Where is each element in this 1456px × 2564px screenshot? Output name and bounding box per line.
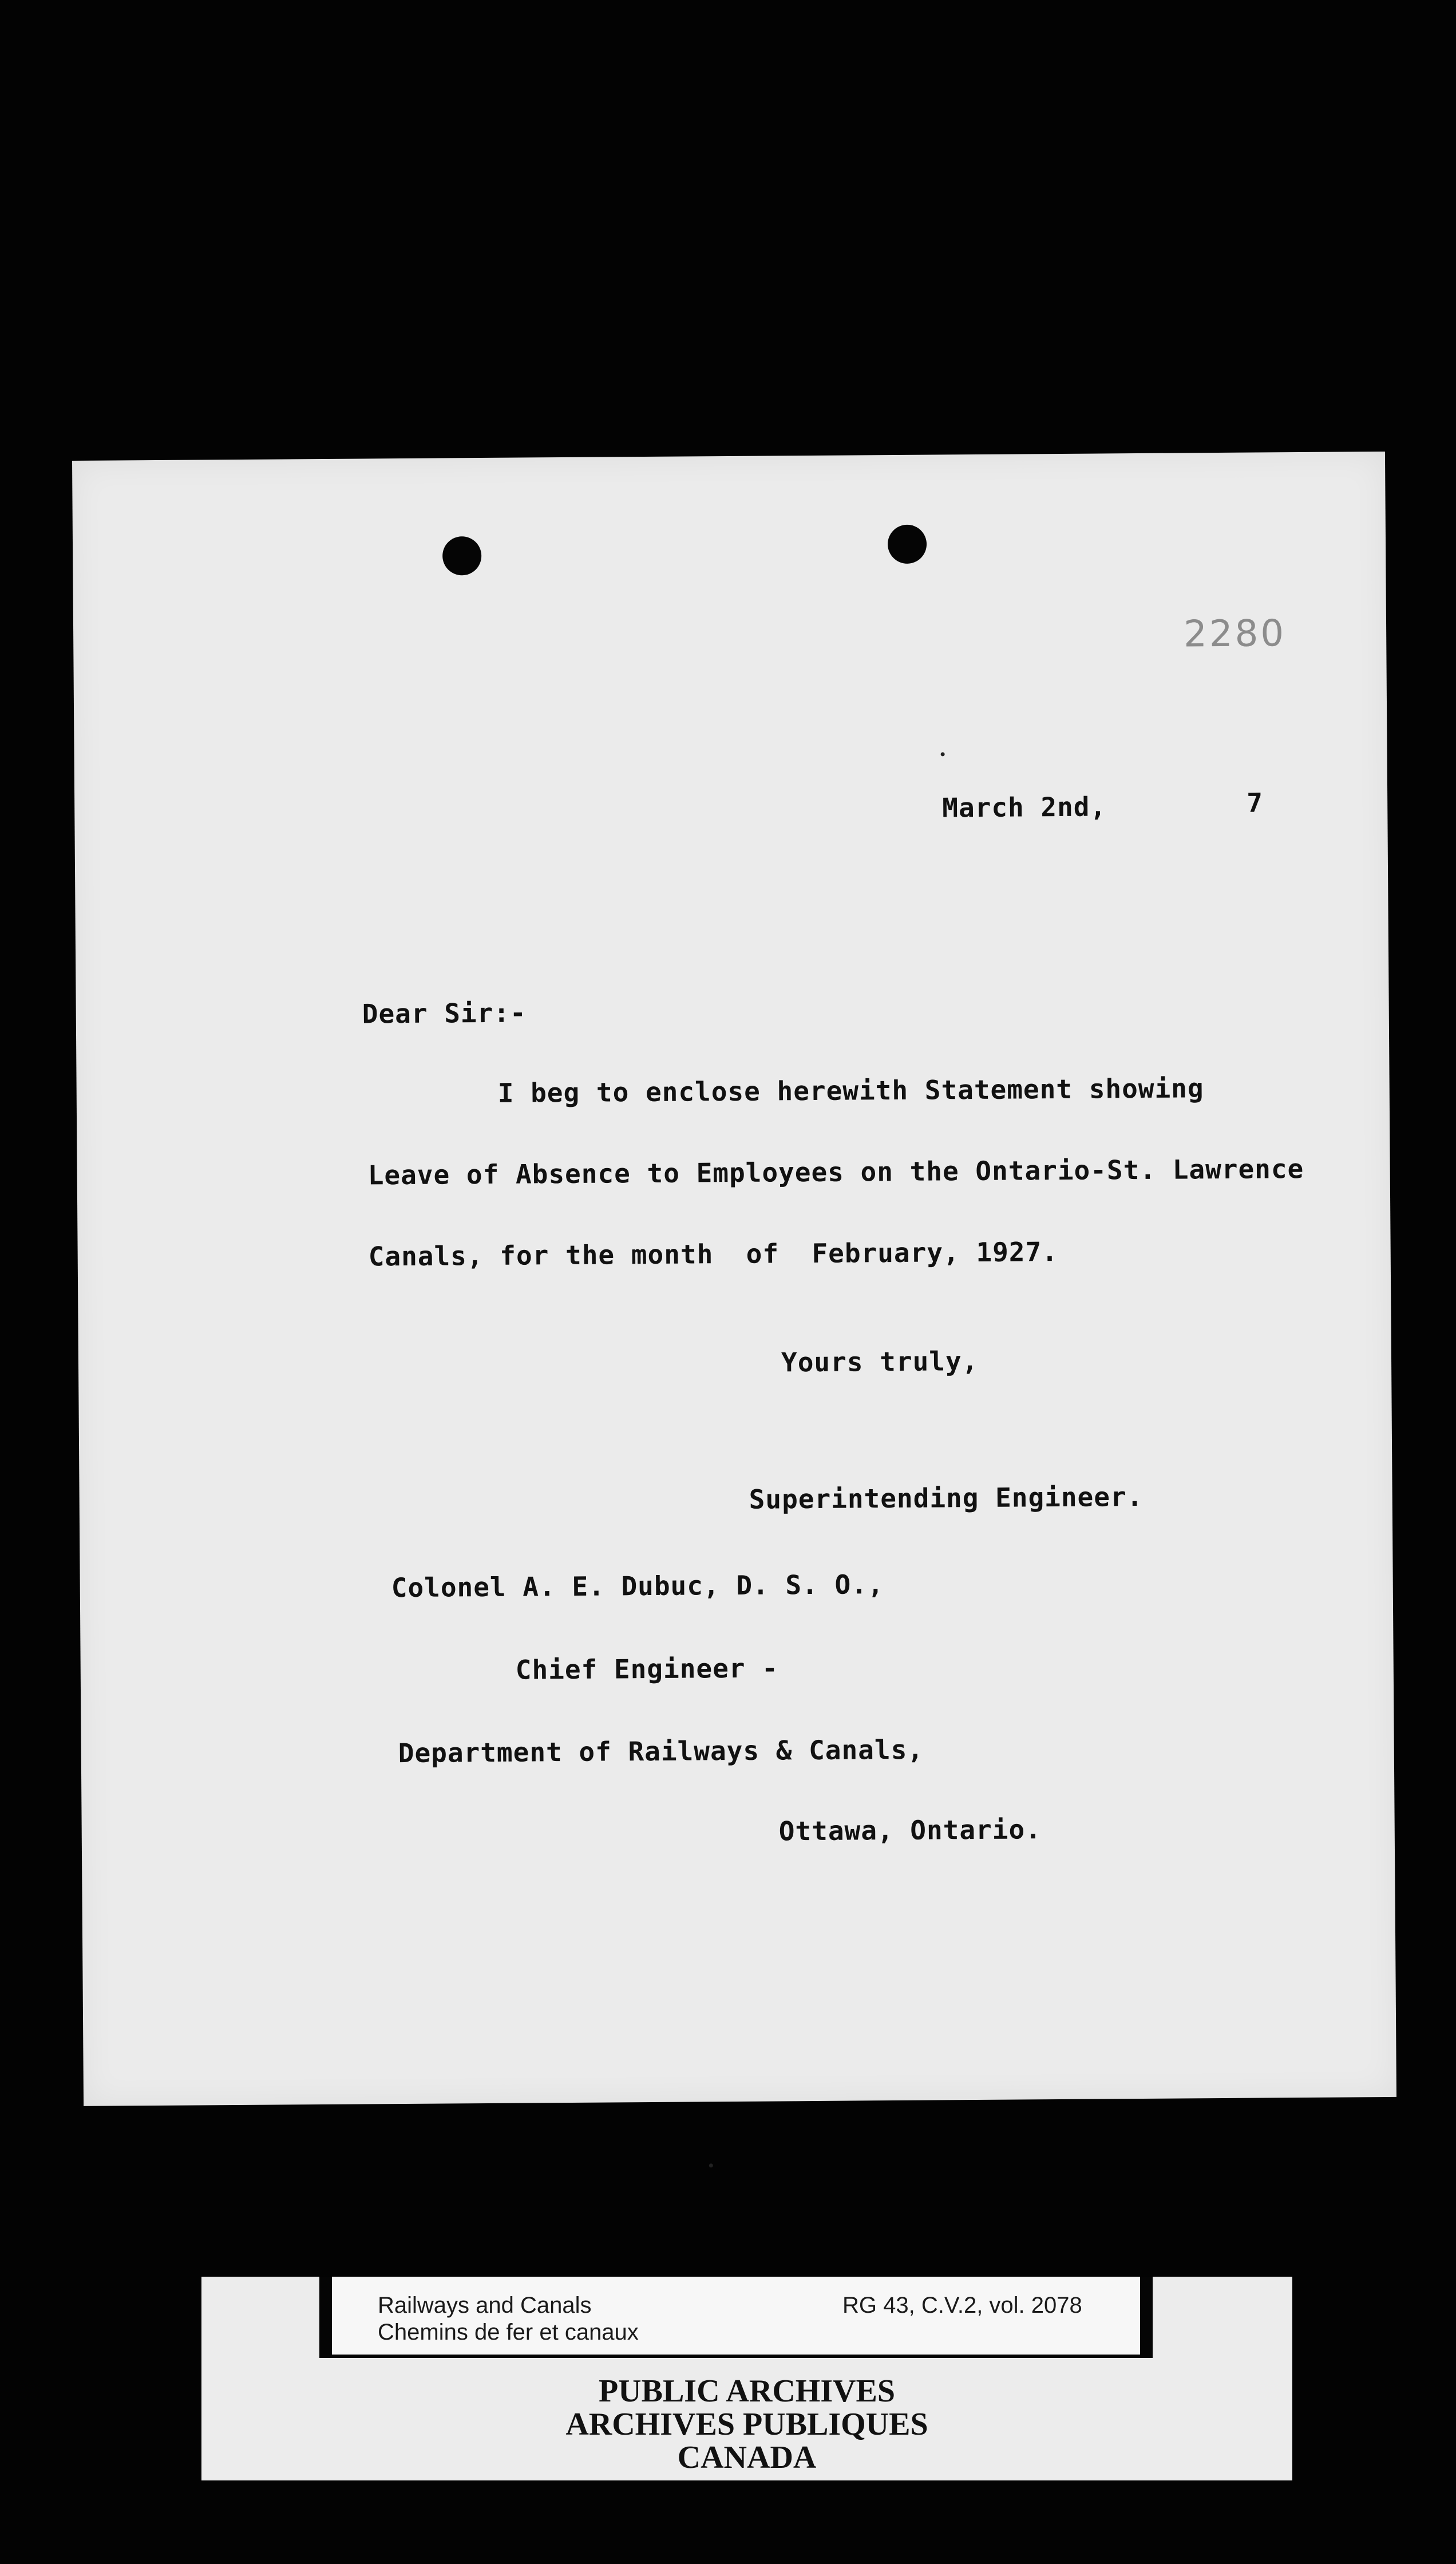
salutation: Dear Sir:- (362, 997, 527, 1030)
archives-title-fr: ARCHIVES PUBLIQUES (565, 2407, 928, 2442)
body-line: I beg to enclose herewith Statement showing (497, 1073, 1204, 1109)
archive-reference: RG 43, C.V.2, vol. 2078 (842, 2293, 1082, 2318)
archives-country: CANADA (677, 2440, 817, 2475)
recipient-city: Ottawa, Ontario. (778, 1814, 1042, 1847)
closing: Yours truly, (781, 1345, 979, 1378)
punch-hole (888, 525, 927, 564)
paper-speck (941, 752, 945, 756)
recipient-name: Colonel A. E. Dubuc, D. S. O., (391, 1569, 884, 1604)
paper-speck (709, 2163, 713, 2167)
fonds-name-en: Railways and Canals (378, 2293, 592, 2318)
letter-date-digit: 7 (1247, 787, 1264, 818)
letter-date: March 2nd, (942, 791, 1107, 824)
recipient-title: Chief Engineer - (515, 1652, 779, 1685)
archive-reference-label (319, 2277, 1153, 2358)
archives-title-en: PUBLIC ARCHIVES (598, 2373, 896, 2409)
signature-title: Superintending Engineer. (749, 1481, 1144, 1515)
file-number-stamp: 2280 (1183, 612, 1287, 656)
punch-hole (442, 536, 481, 575)
fonds-name-fr: Chemins de fer et canaux (378, 2320, 639, 2345)
body-line: Canals, for the month of February, 1927. (368, 1236, 1059, 1272)
body-line: Leave of Absence to Employees on the Ontario-St. Lawrence (367, 1153, 1304, 1191)
recipient-department: Department of Railways & Canals, (398, 1734, 924, 1769)
letter-page (72, 452, 1396, 2106)
